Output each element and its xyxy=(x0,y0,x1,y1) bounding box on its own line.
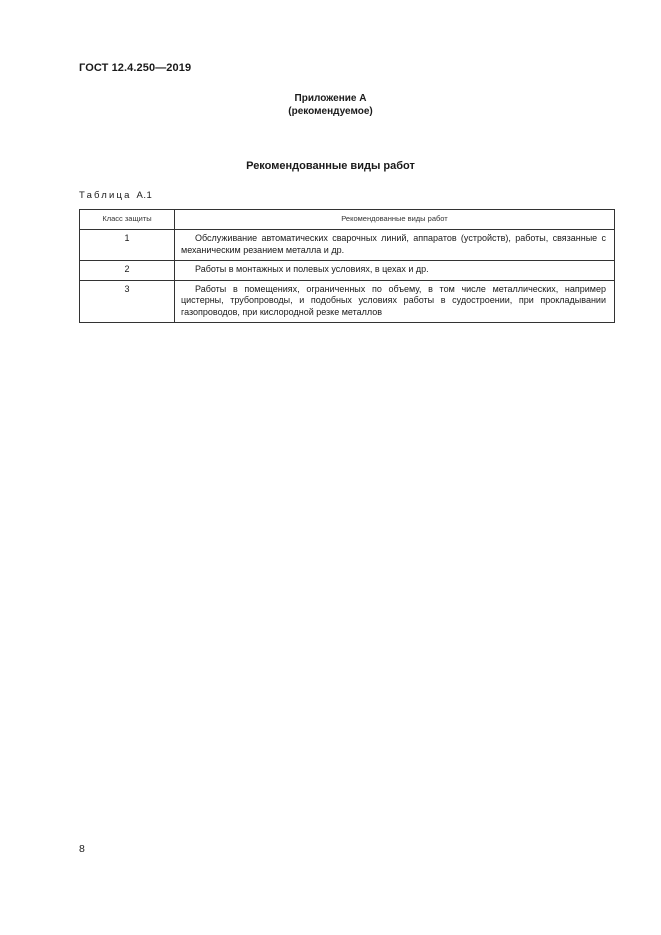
table-header-row xyxy=(80,210,615,230)
table-caption-number: А.1 xyxy=(136,190,153,201)
cell-works-text: Работы в монтажных и полевых условиях, в цехах и др. xyxy=(195,264,429,274)
cell-class: 3 xyxy=(80,280,175,323)
table-caption-label: Таблица xyxy=(79,190,132,201)
table-row xyxy=(80,280,615,323)
cell-works xyxy=(175,230,615,261)
page-number: 8 xyxy=(79,843,85,855)
cell-works xyxy=(175,261,615,281)
table-caption xyxy=(79,190,152,201)
appendix-heading xyxy=(0,92,661,118)
table-row xyxy=(80,230,615,261)
cell-works xyxy=(175,280,615,323)
column-header-class: Класс защиты xyxy=(80,210,175,230)
cell-works-text: Обслуживание автоматических сварочных линий, аппаратов (устройств), работы, связанные с механическим резанием металла и др. xyxy=(181,233,606,255)
recommended-works-table xyxy=(79,209,615,323)
column-header-works: Рекомендованные виды работ xyxy=(175,210,615,230)
section-title: Рекомендованные виды работ xyxy=(246,160,415,172)
cell-works-text: Работы в помещениях, ограниченных по объему, в том числе металлических, например цистерны, трубопроводы, и подобных условиях работы в судостроении, при прокладывании газопроводов, при кислородной резке металлов xyxy=(181,283,606,317)
appendix-status: (рекомендуемое) xyxy=(288,106,373,117)
cell-class: 2 xyxy=(80,261,175,281)
document-header: ГОСТ 12.4.250—2019 xyxy=(79,62,192,74)
appendix-title: Приложение А xyxy=(294,93,367,104)
table-row xyxy=(80,261,615,281)
cell-class: 1 xyxy=(80,230,175,261)
